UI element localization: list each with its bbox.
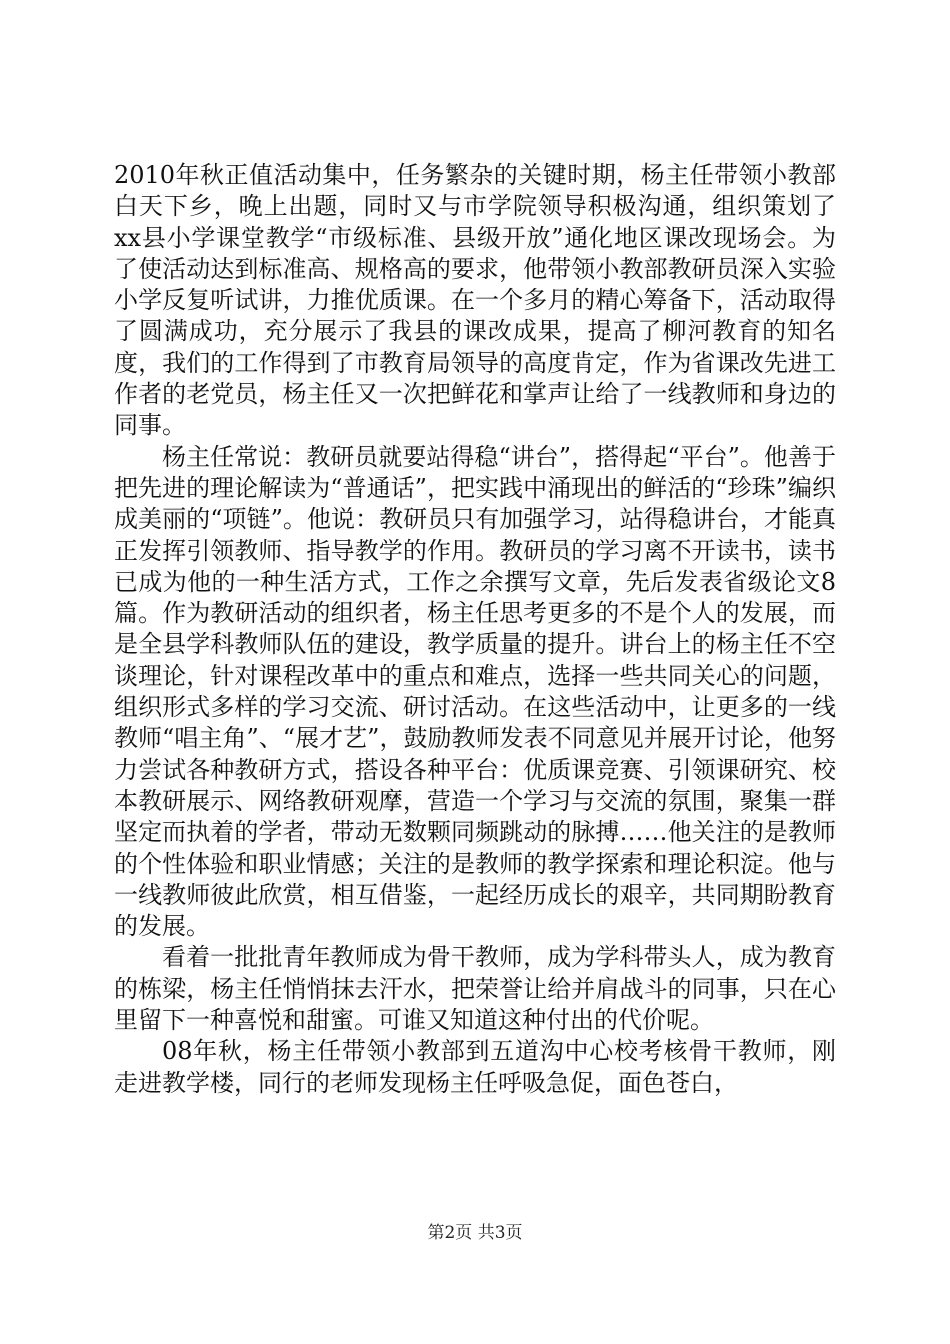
paragraph-3: 看着一批批青年教师成为骨干教师，成为学科带头人，成为教育的栋梁，杨主任悄悄抹去汗水，把荣誉让给并肩战斗的同事，只在心里留下一种喜悦和甜蜜。可谁又知道这种付出的代价呢。 <box>114 943 836 1035</box>
page-footer: 第2页 共3页 <box>427 1223 523 1243</box>
document-body <box>114 160 836 1099</box>
paragraph-4: 08年秋，杨主任带领小教部到五道沟中心校考核骨干教师，刚走进教学楼，同行的老师发现杨主任呼吸急促，面色苍白， <box>114 1037 836 1097</box>
paragraph-2: 杨主任常说：教研员就要站得稳“讲台”，搭得起“平台”。他善于把先进的理论解读为“普通话”，把实践中涌现出的鲜活的“珍珠”编织成美丽的“项链”。他说：教研员只有加强学习，站得稳讲台，才能真正发挥引领教师、指导教学的作用。教研员的学习离不开读书，读书已成为他的一种生活方式，工作之余撰写文章，先后发表省级论文8篇。作为教研活动的组织者，杨主任思考更多的不是个人的发展，而是全县学科教师队伍的建设，教学质量的提升。讲台上的杨主任不空谈理论，针对课程改革中的重点和难点，选择一些共同关心的问题，组织形式多样的学习交流、研讨活动。在这些活动中，让更多的一线教师“唱主角”、“展才艺”，鼓励教师发表不同意见并展开讨论，他努力尝试各种教研方式，搭设各种平台：优质课竞赛、引领课研究、校本教研展示、网络教研观摩，营造一个学习与交流的氛围，聚集一群坚定而执着的学者，带动无数颗同频跳动的脉搏……他关注的是教师的个性体验和职业情感；关注的是教师的教学探索和理论积淀。他与一线教师彼此欣赏，相互借鉴，一起经历成长的艰辛，共同期盼教育的发展。 <box>114 442 836 941</box>
paragraph-1: 2010年秋正值活动集中，任务繁杂的关键时期，杨主任带领小教部白天下乡，晚上出题，同时又与市学院领导积极沟通，组织策划了xx县小学课堂教学“市级标准、县级开放”通化地区课改现场会。为了使活动达到标准高、规格高的要求，他带领小教部教研员深入实验小学反复听试讲，力推优质课。在一个多月的精心筹备下，活动取得了圆满成功，充分展示了我县的课改成果，提高了柳河教育的知名度，我们的工作得到了市教育局领导的高度肯定，作为省课改先进工作者的老党员，杨主任又一次把鲜花和掌声让给了一线教师和身边的同事。 <box>114 161 836 440</box>
